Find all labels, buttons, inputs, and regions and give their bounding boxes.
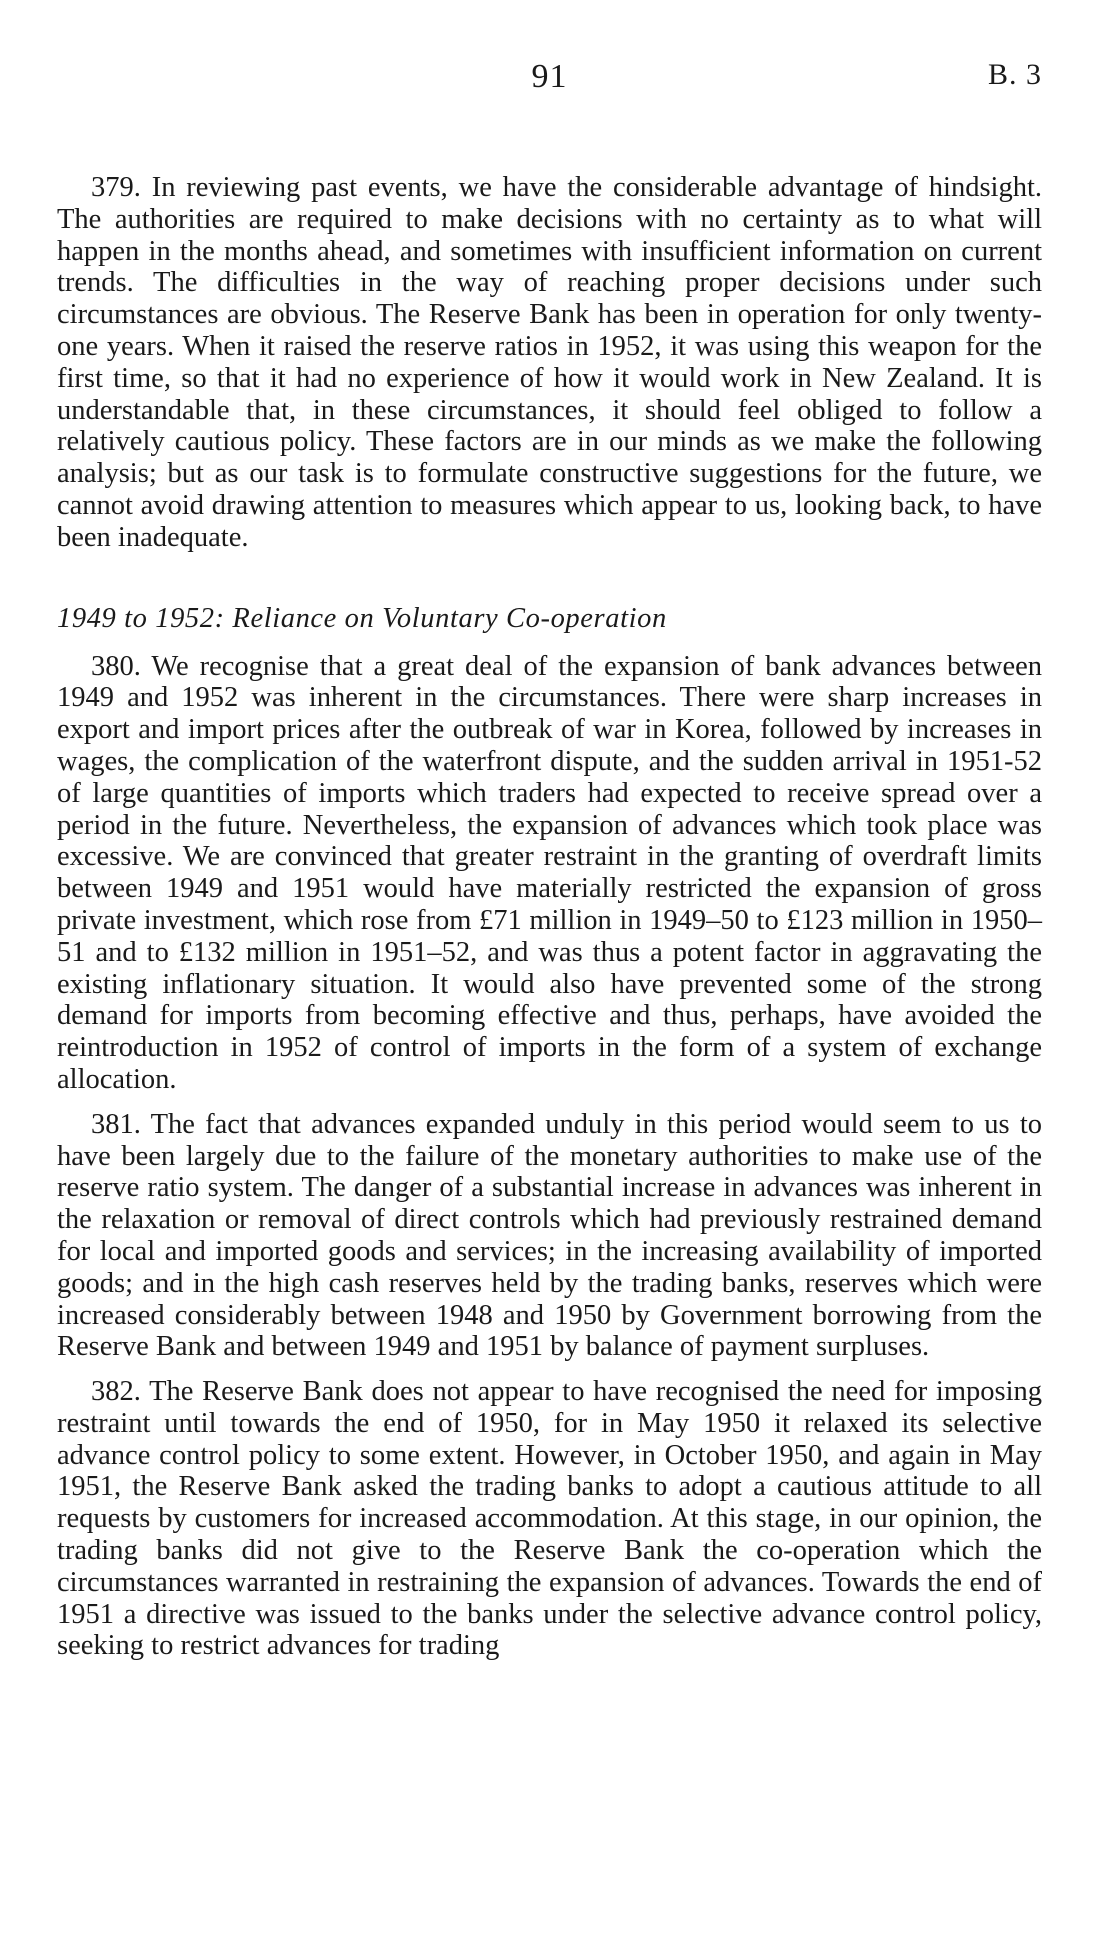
- paragraph-379: 379. In reviewing past events, we have the considerable advantage of hindsight. The authorities are required to make decisions with no certainty as to what will happen in the months ahead, and sometimes with insufficient information on current trends. The difficulties in the way of reaching proper decisions under such circumstances are obvious. The Reserve Bank has been in operation for only twenty-one years. When it raised the reserve ratios in 1952, it was using this weapon for the first time, so that it had no experience of how it would work in New Zealand. It is understandable that, in these circumstances, it should feel obliged to follow a relatively cautious policy. These factors are in our minds as we make the following analysis; but as our task is to formulate constructive suggestions for the future, we cannot avoid drawing attention to measures which appear to us, looking back, to have been inadequate.: [57, 172, 1042, 553]
- document-page: [57, 50, 1042, 1662]
- paragraph-382: 382. The Reserve Bank does not appear to have recognised the need for imposing restraint until towards the end of 1950, for in May 1950 it relaxed its selective advance control policy to some extent. However, in October 1950, and again in May 1951, the Reserve Bank asked the trading banks to adopt a cautious attitude to all requests by customers for increased accommodation. At this stage, in our opinion, the trading banks did not give to the Reserve Bank the co-operation which the circumstances warranted in restraining the expansion of advances. Towards the end of 1951 a directive was issued to the banks under the selective advance control policy, seeking to restrict advances for trading: [57, 1376, 1042, 1662]
- page-header: [57, 50, 1042, 110]
- document-code: B. 3: [987, 58, 1042, 91]
- section-heading: 1949 to 1952: Reliance on Voluntary Co-operation: [57, 602, 667, 634]
- paragraph-380: 380. We recognise that a great deal of the expansion of bank advances between 1949 and 1952 was inherent in the circumstances. There were sharp increases in export and import prices after the outbreak of war in Korea, followed by increases in wages, the complication of the waterfront dispute, and the sudden arrival in 1951-52 of large quantities of imports which traders had expected to receive spread over a period in the future. Nevertheless, the expansion of advances which took place was excessive. We are convinced that greater restraint in the granting of overdraft limits between 1949 and 1951 would have materially restricted the expansion of gross private investment, which rose from £71 million in 1949–50 to £123 million in 1950–51 and to £132 million in 1951–52, and was thus a potent factor in aggravating the existing inflationary situation. It would also have prevented some of the strong demand for imports from becoming effective and thus, perhaps, have avoided the reintroduction in 1952 of control of imports in the form of a system of exchange allocation.: [57, 650, 1042, 1095]
- page-number: 91: [531, 58, 568, 95]
- paragraph-381: 381. The fact that advances expanded unduly in this period would seem to us to have been largely due to the failure of the monetary authorities to make use of the reserve ratio system. The danger of a substantial increase in advances was inherent in the relaxation or removal of direct controls which had previously restrained demand for local and imported goods and services; in the increasing availability of imported goods; and in the high cash reserves held by the trading banks, reserves which were increased considerably between 1948 and 1950 by Government borrowing from the Reserve Bank and between 1949 and 1951 by balance of payment surpluses.: [57, 1108, 1042, 1363]
